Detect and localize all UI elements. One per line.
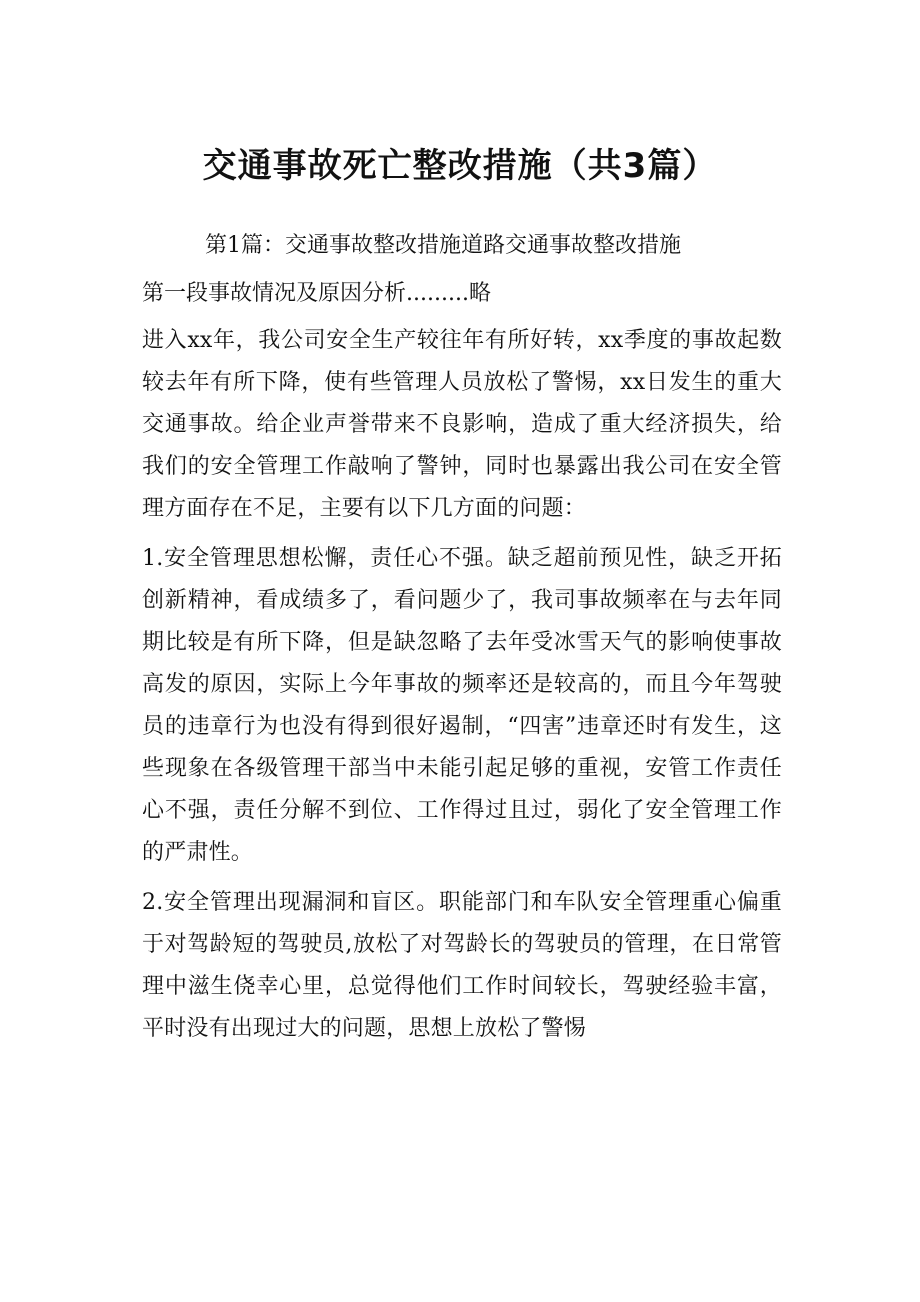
- body-paragraph: 2.安全管理出现漏洞和盲区。职能部门和车队安全管理重心偏重于对驾龄短的驾驶员,放松了对驾龄长的驾驶员的管理，在日常管理中滋生侥幸心里，总觉得他们工作时间较长，驾驶经验丰富，平时没有出现过大的问题，思想上放松了警惕: [142, 890, 782, 1041]
- document-subtitle: 第1篇：交通事故整改措施道路交通事故整改措施: [205, 233, 681, 258]
- section-heading: 第一段事故情况及原因分析.........略: [142, 281, 491, 306]
- document-body: [142, 320, 782, 1050]
- body-paragraph: 进入xx年，我公司安全生产较往年有所好转，xx季度的事故起数较去年有所下降，使有些管理人员放松了警惕，xx日发生的重大交通事故。给企业声誉带来不良影响，造成了重大经济损失，给我们的安全管理工作敲响了警钟，同时也暴露出我公司在安全管理方面存在不足，主要有以下几方面的问题：: [142, 328, 782, 521]
- document-title: 交通事故死亡整改措施（共3篇）: [202, 146, 718, 186]
- body-paragraph: 1.安全管理思想松懈，责任心不强。缺乏超前预见性，缺乏开拓创新精神，看成绩多了，看问题少了，我司事故频率在与去年同期比较是有所下降，但是缺忽略了去年受冰雪天气的影响使事故高发的原因，实际上今年事故的频率还是较高的，而且今年驾驶员的违章行为也没有得到很好遏制，“四害”违章还时有发生，这些现象在各级管理干部当中未能引起足够的重视，安管工作责任心不强，责任分解不到位、工作得过且过，弱化了安全管理工作的严肃性。: [142, 546, 782, 865]
